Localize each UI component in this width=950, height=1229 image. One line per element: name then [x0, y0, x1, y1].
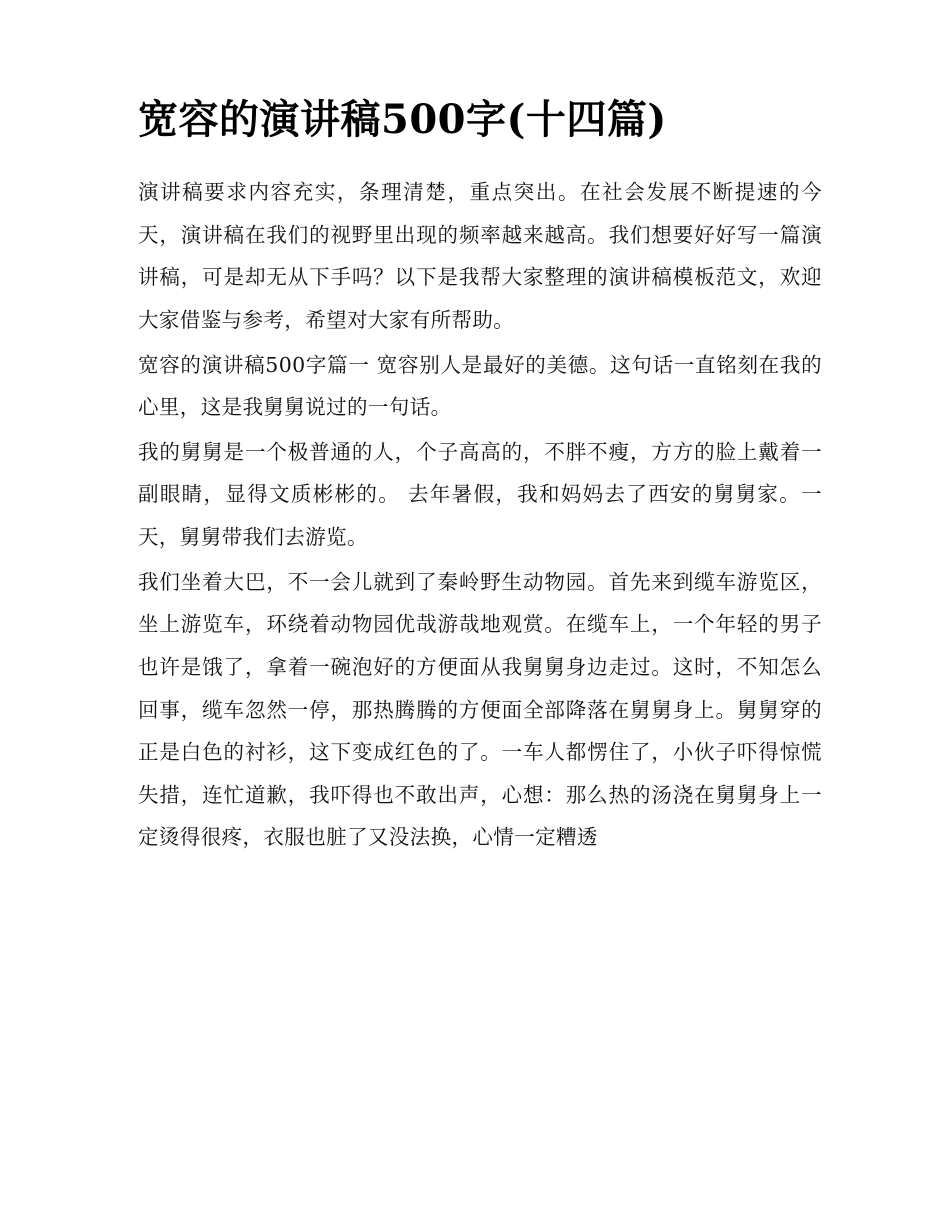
paragraph-4: 我们坐着大巴，不一会儿就到了秦岭野生动物园。首先来到缆车游览区，坐上游览车，环绕着动物园优哉游哉地观赏。在缆车上，一个年轻的男子也许是饿了，拿着一碗泡好的方便面从我舅舅身边走过。这时，不知怎么回事，缆车忽然一停，那热腾腾的方便面全部降落在舅舅身上。舅舅穿的正是白色的衬衫，这下变成红色的了。一车人都愣住了，小伙子吓得惊慌失措，连忙道歉，我吓得也不敢出声，心想：那么热的汤浇在舅舅身上一定烫得很疼，衣服也脏了又没法换，心情一定糟透 — [138, 569, 822, 850]
paragraph-2: 宽容的演讲稿500字篇一 宽容别人是最好的美德。这句话一直铭刻在我的心里，这是我舅舅说过的一句话。 — [138, 352, 822, 420]
page-title: 宽容的演讲稿500字(十四篇) — [138, 96, 667, 143]
paragraph-3: 我的舅舅是一个极普通的人，个子高高的，不胖不瘦，方方的脸上戴着一副眼睛，显得文质彬彬的。 去年暑假，我和妈妈去了西安的舅舅家。一天，舅舅带我们去游览。 — [138, 439, 822, 549]
paragraph-1: 演讲稿要求内容充实，条理清楚，重点突出。在社会发展不断提速的今天，演讲稿在我们的视野里出现的频率越来越高。我们想要好好写一篇演讲稿，可是却无从下手吗？以下是我帮大家整理的演讲稿模板范文，欢迎大家借鉴与参考，希望对大家有所帮助。 — [138, 180, 822, 332]
document-body — [138, 171, 822, 859]
